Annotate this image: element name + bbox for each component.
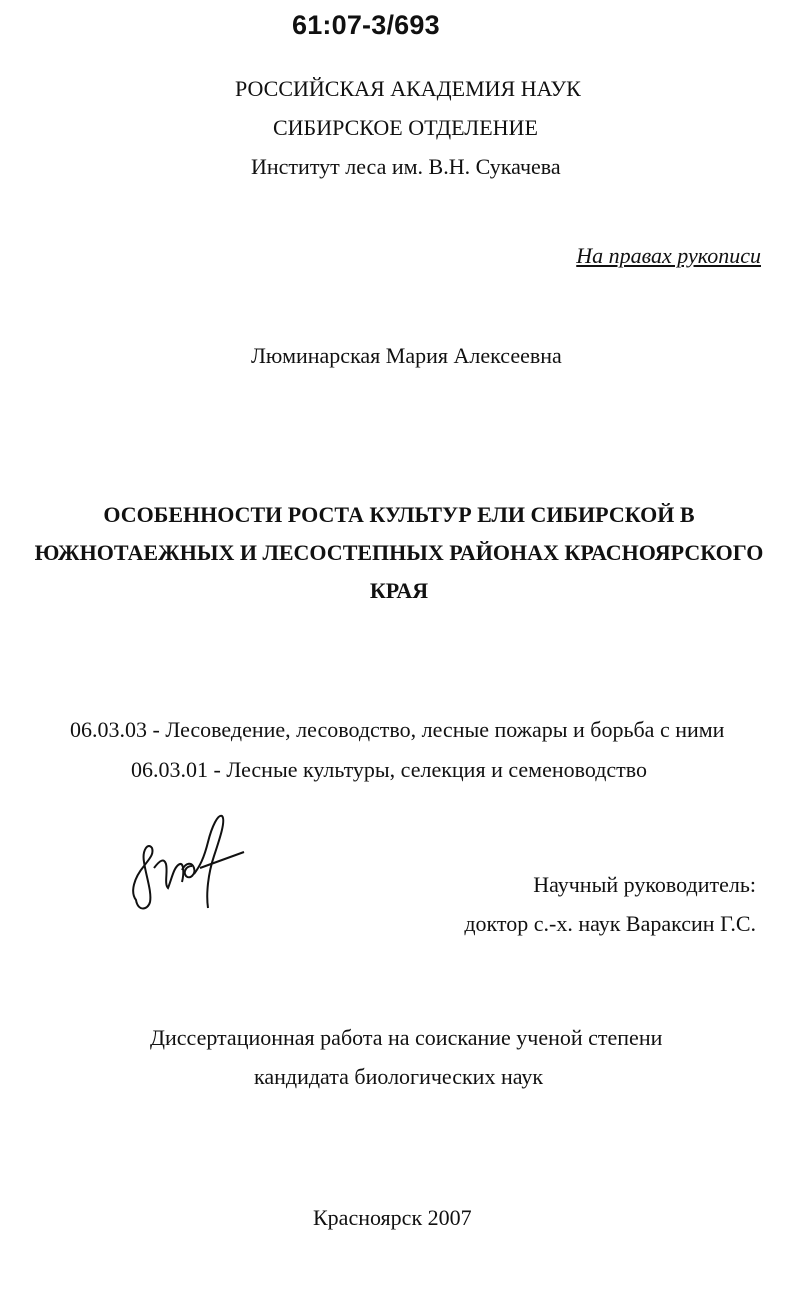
degree-line-2: кандидата биологических наук: [254, 1064, 544, 1089]
title-line-3: КРАЯ: [369, 578, 429, 603]
catalog-number: 61:07-3/693: [292, 10, 440, 40]
specialty-1: 06.03.03 - Лесоведение, лесоводство, лесные пожары и борьба с ними: [70, 717, 725, 742]
supervisor-name: доктор с.-х. наук Вараксин Г.С.: [464, 911, 756, 936]
rights-notice: На правах рукописи: [576, 243, 761, 268]
specialty-2: 06.03.01 - Лесные культуры, селекция и семеноводство: [131, 757, 648, 782]
dissertation-title: [0, 496, 798, 610]
place-year: Красноярск 2007: [313, 1205, 472, 1230]
signature-image: [128, 808, 248, 918]
title-line-2: ЮЖНОТАЕЖНЫХ И ЛЕСОСТЕПНЫХ РАЙОНАХ КРАСНОЯРСКОГО: [34, 540, 764, 565]
organization-name: РОССИЙСКАЯ АКАДЕМИЯ НАУК: [235, 76, 581, 101]
author-name: Люминарская Мария Алексеевна: [251, 343, 562, 368]
supervisor-label: Научный руководитель:: [533, 872, 756, 897]
degree-line-1: Диссертационная работа на соискание ученой степени: [150, 1025, 663, 1050]
branch-name: СИБИРСКОЕ ОТДЕЛЕНИЕ: [273, 115, 538, 140]
title-line-1: ОСОБЕННОСТИ РОСТА КУЛЬТУР ЕЛИ СИБИРСКОЙ В: [103, 502, 695, 527]
institute-name: Институт леса им. В.Н. Сукачева: [251, 154, 561, 179]
